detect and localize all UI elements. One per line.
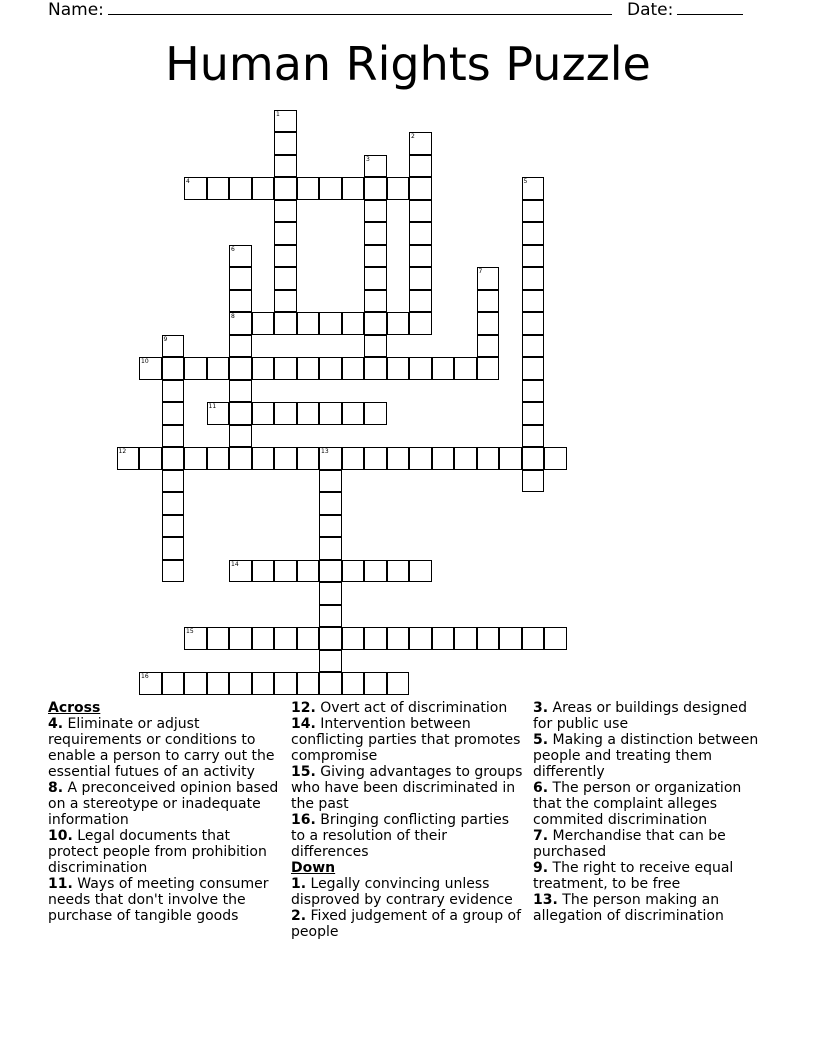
grid-cell[interactable] (342, 447, 365, 470)
grid-cell[interactable] (207, 672, 230, 695)
grid-cell[interactable] (252, 402, 275, 425)
grid-cell[interactable] (364, 335, 387, 358)
grid-cell[interactable] (432, 627, 455, 650)
grid-cell[interactable] (162, 470, 185, 493)
grid-cell[interactable] (252, 312, 275, 335)
grid-cell[interactable] (274, 290, 297, 313)
grid-cell[interactable] (252, 357, 275, 380)
grid-cell[interactable] (229, 672, 252, 695)
clues-column-2 (291, 700, 527, 940)
grid-cell[interactable] (364, 177, 387, 200)
clue-number: 4 (186, 178, 190, 185)
grid-cell[interactable] (274, 267, 297, 290)
grid-cell[interactable] (162, 515, 185, 538)
grid-cell[interactable] (274, 447, 297, 470)
grid-cell[interactable] (522, 245, 545, 268)
clue-across-8: 8. A preconceived opinion based on a stereotype or inadequate information (48, 780, 279, 828)
clue-number: 5 (523, 178, 528, 185)
clue-down-7: 7. Merchandise that can be purchased (533, 828, 726, 860)
grid-cell[interactable] (364, 245, 387, 268)
grid-cell[interactable] (319, 357, 342, 380)
clue-down-13: 13. The person making an allegation of discrimination (533, 892, 724, 924)
grid-cell[interactable] (162, 492, 185, 515)
clue-number: 1 (276, 110, 280, 118)
puzzle-title: Human Rights Puzzle (165, 37, 651, 91)
grid-cell[interactable] (477, 335, 500, 358)
grid-cell[interactable] (364, 672, 387, 695)
grid-cell[interactable] (162, 672, 185, 695)
grid-cell[interactable] (252, 447, 275, 470)
grid-cell[interactable] (432, 447, 455, 470)
grid-cell[interactable] (297, 177, 320, 200)
grid-cell[interactable] (274, 312, 297, 335)
grid-cell[interactable] (364, 627, 387, 650)
grid-cell[interactable] (229, 627, 252, 650)
grid-cell[interactable] (252, 672, 275, 695)
grid-cell[interactable] (342, 627, 365, 650)
grid-cell[interactable] (319, 312, 342, 335)
grid-cell[interactable] (297, 312, 320, 335)
grid-cell[interactable] (319, 492, 342, 515)
grid-cell[interactable] (342, 177, 365, 200)
grid-cell[interactable] (522, 177, 545, 200)
clue-across-4: 4. Eliminate or adjust requirements or conditions to enable a person to carry out the essential futues of an activity (48, 716, 275, 780)
grid-cell[interactable] (162, 380, 185, 403)
grid-cell[interactable] (229, 335, 252, 358)
clue-number: 16 (141, 673, 149, 680)
grid-cell[interactable] (409, 560, 432, 583)
grid-cell[interactable] (162, 357, 185, 380)
grid-cell[interactable] (432, 357, 455, 380)
grid-cell[interactable] (229, 357, 252, 380)
clue-number: 7 (478, 268, 483, 275)
grid-cell[interactable] (342, 312, 365, 335)
grid-cell[interactable] (522, 425, 545, 448)
clue-number: 12 (118, 448, 127, 455)
grid-cell[interactable] (162, 402, 185, 425)
clues-column-1 (48, 700, 284, 924)
grid-cell[interactable] (319, 627, 342, 650)
grid-cell[interactable] (319, 582, 342, 605)
grid-cell[interactable] (387, 560, 410, 583)
grid-cell[interactable] (364, 402, 387, 425)
grid-cell[interactable] (342, 357, 365, 380)
grid-cell[interactable] (522, 470, 545, 493)
grid-cell[interactable] (207, 402, 230, 425)
grid-cell[interactable] (522, 402, 545, 425)
name-field[interactable] (48, 0, 612, 20)
grid-cell[interactable] (409, 200, 432, 223)
grid-cell[interactable] (297, 627, 320, 650)
clue-number: 10 (141, 358, 149, 365)
grid-cell[interactable] (387, 627, 410, 650)
clue-number: 8 (231, 313, 235, 320)
grid-cell[interactable] (387, 447, 410, 470)
grid-cell[interactable] (274, 200, 297, 223)
grid-cell[interactable] (139, 447, 162, 470)
grid-cell[interactable] (522, 290, 545, 313)
grid-cell[interactable] (184, 357, 207, 380)
grid-cell[interactable] (274, 222, 297, 245)
grid-cell[interactable] (162, 425, 185, 448)
date-label: Date: (627, 0, 674, 20)
grid-cell[interactable] (229, 245, 252, 268)
grid-cell[interactable] (274, 402, 297, 425)
grid-cell[interactable] (252, 177, 275, 200)
clue-down-1: 1. Legally convincing unless disproved by contrary evidence (291, 876, 513, 908)
grid-cell[interactable] (229, 447, 252, 470)
grid-cell[interactable] (274, 177, 297, 200)
grid-cell[interactable] (319, 560, 342, 583)
grid-cell[interactable] (162, 537, 185, 560)
grid-cell[interactable] (522, 357, 545, 380)
grid-cell[interactable] (162, 560, 185, 583)
grid-cell[interactable] (184, 627, 207, 650)
grid-cell[interactable] (297, 357, 320, 380)
grid-cell[interactable] (477, 267, 500, 290)
grid-cell[interactable] (387, 672, 410, 695)
clue-across-12: 12. Overt act of discrimination (291, 700, 508, 716)
grid-cell[interactable] (409, 312, 432, 335)
grid-cell[interactable] (522, 312, 545, 335)
grid-cell[interactable] (364, 200, 387, 223)
grid-cell[interactable] (477, 627, 500, 650)
grid-cell[interactable] (229, 290, 252, 313)
clue-down-9: 9. The right to receive equal treatment, to be free (533, 860, 734, 892)
grid-cell[interactable] (342, 402, 365, 425)
grid-cell[interactable] (454, 357, 477, 380)
grid-cell[interactable] (252, 560, 275, 583)
grid-cell[interactable] (364, 447, 387, 470)
grid-cell[interactable] (409, 357, 432, 380)
grid-cell[interactable] (477, 447, 500, 470)
grid-cell[interactable] (229, 312, 252, 335)
grid-cell[interactable] (409, 222, 432, 245)
grid-cell[interactable] (522, 447, 545, 470)
grid-cell[interactable] (522, 267, 545, 290)
grid-cell[interactable] (229, 267, 252, 290)
grid-cell[interactable] (544, 447, 567, 470)
name-label: Name: (48, 0, 104, 20)
grid-cell[interactable] (184, 672, 207, 695)
grid-cell[interactable] (364, 155, 387, 178)
grid-cell[interactable] (454, 627, 477, 650)
grid-cell[interactable] (342, 672, 365, 695)
grid-cell[interactable] (139, 357, 162, 380)
down-heading: Down (291, 860, 336, 876)
grid-cell[interactable] (184, 447, 207, 470)
grid-cell[interactable] (364, 290, 387, 313)
clue-number: 14 (231, 560, 239, 568)
grid-cell[interactable] (274, 245, 297, 268)
grid-cell[interactable] (342, 560, 365, 583)
clues-column-3 (533, 700, 769, 924)
grid-cell[interactable] (409, 177, 432, 200)
clue-number: 11 (208, 403, 217, 410)
grid-cell[interactable] (522, 200, 545, 223)
grid-cell[interactable] (207, 447, 230, 470)
grid-cell[interactable] (274, 672, 297, 695)
grid-cell[interactable] (499, 627, 522, 650)
grid-cell[interactable] (297, 560, 320, 583)
grid-cell[interactable] (162, 447, 185, 470)
grid-cell[interactable] (364, 560, 387, 583)
across-heading: Across (48, 700, 101, 716)
grid-cell[interactable] (139, 672, 162, 695)
grid-cell[interactable] (364, 267, 387, 290)
grid-cell[interactable] (364, 357, 387, 380)
grid-cell[interactable] (387, 312, 410, 335)
clue-across-14: 14. Intervention between conflicting parties that promotes compromise (291, 716, 521, 764)
grid-cell[interactable] (522, 380, 545, 403)
grid-cell[interactable] (387, 357, 410, 380)
grid-cell[interactable] (319, 402, 342, 425)
grid-cell[interactable] (364, 222, 387, 245)
clue-number: 9 (163, 335, 168, 343)
grid-cell[interactable] (297, 447, 320, 470)
grid-cell[interactable] (274, 110, 297, 133)
grid-cell[interactable] (297, 402, 320, 425)
grid-cell[interactable] (274, 132, 297, 155)
grid-cell[interactable] (522, 335, 545, 358)
grid-cell[interactable] (522, 627, 545, 650)
grid-cell[interactable] (319, 650, 342, 673)
grid-cell[interactable] (162, 335, 185, 358)
grid-cell[interactable] (297, 672, 320, 695)
grid-cell[interactable] (409, 627, 432, 650)
grid-cell[interactable] (274, 155, 297, 178)
grid-cell[interactable] (117, 447, 140, 470)
grid-cell[interactable] (544, 627, 567, 650)
clue-down-2: 2. Fixed judgement of a group of people (291, 908, 522, 940)
clue-number: 2 (411, 133, 415, 140)
grid-cell[interactable] (319, 672, 342, 695)
grid-cell[interactable] (477, 312, 500, 335)
grid-cell[interactable] (387, 177, 410, 200)
grid-cell[interactable] (409, 245, 432, 268)
grid-cell[interactable] (477, 290, 500, 313)
name-input-line[interactable] (108, 0, 612, 15)
grid-cell[interactable] (207, 357, 230, 380)
grid-cell[interactable] (229, 177, 252, 200)
grid-cell[interactable] (319, 537, 342, 560)
grid-cell[interactable] (184, 177, 207, 200)
grid-cell[interactable] (229, 560, 252, 583)
grid-cell[interactable] (409, 267, 432, 290)
clue-number: 15 (186, 628, 194, 635)
grid-cell[interactable] (274, 627, 297, 650)
clue-number: 3 (366, 155, 370, 163)
grid-cell[interactable] (274, 357, 297, 380)
clue-number: 13 (321, 448, 329, 455)
clue-down-6: 6. The person or organization that the complaint alleges commited discrimination (533, 780, 742, 828)
clue-across-10: 10. Legal documents that protect people from prohibition discrimination (48, 828, 267, 876)
grid-cell[interactable] (229, 402, 252, 425)
grid-cell[interactable] (319, 515, 342, 538)
grid-cell[interactable] (274, 560, 297, 583)
clue-number: 6 (231, 245, 235, 253)
date-input-line[interactable] (677, 0, 743, 15)
clue-down-5: 5. Making a distinction between people and treating them differently (533, 732, 759, 780)
grid-cell[interactable] (319, 470, 342, 493)
grid-cell[interactable] (409, 290, 432, 313)
grid-cell[interactable] (319, 447, 342, 470)
grid-cell[interactable] (499, 447, 522, 470)
clue-across-15: 15. Giving advantages to groups who have been discriminated in the past (291, 764, 523, 812)
grid-cell[interactable] (252, 627, 275, 650)
grid-cell[interactable] (409, 155, 432, 178)
clue-across-11: 11. Ways of meeting consumer needs that don't involve the purchase of tangible goods (48, 876, 269, 924)
grid-cell[interactable] (229, 425, 252, 448)
clue-across-16: 16. Bringing conflicting parties to a resolution of their differences (291, 812, 510, 860)
grid-cell[interactable] (364, 312, 387, 335)
grid-cell[interactable] (409, 132, 432, 155)
grid-cell[interactable] (319, 605, 342, 628)
grid-cell[interactable] (454, 447, 477, 470)
grid-cell[interactable] (229, 380, 252, 403)
grid-cell[interactable] (409, 447, 432, 470)
grid-cell[interactable] (319, 177, 342, 200)
grid-cell[interactable] (477, 357, 500, 380)
grid-cell[interactable] (207, 627, 230, 650)
clue-down-3: 3. Areas or buildings designed for public use (533, 700, 748, 732)
date-field[interactable] (627, 0, 743, 20)
grid-cell[interactable] (207, 177, 230, 200)
grid-cell[interactable] (522, 222, 545, 245)
